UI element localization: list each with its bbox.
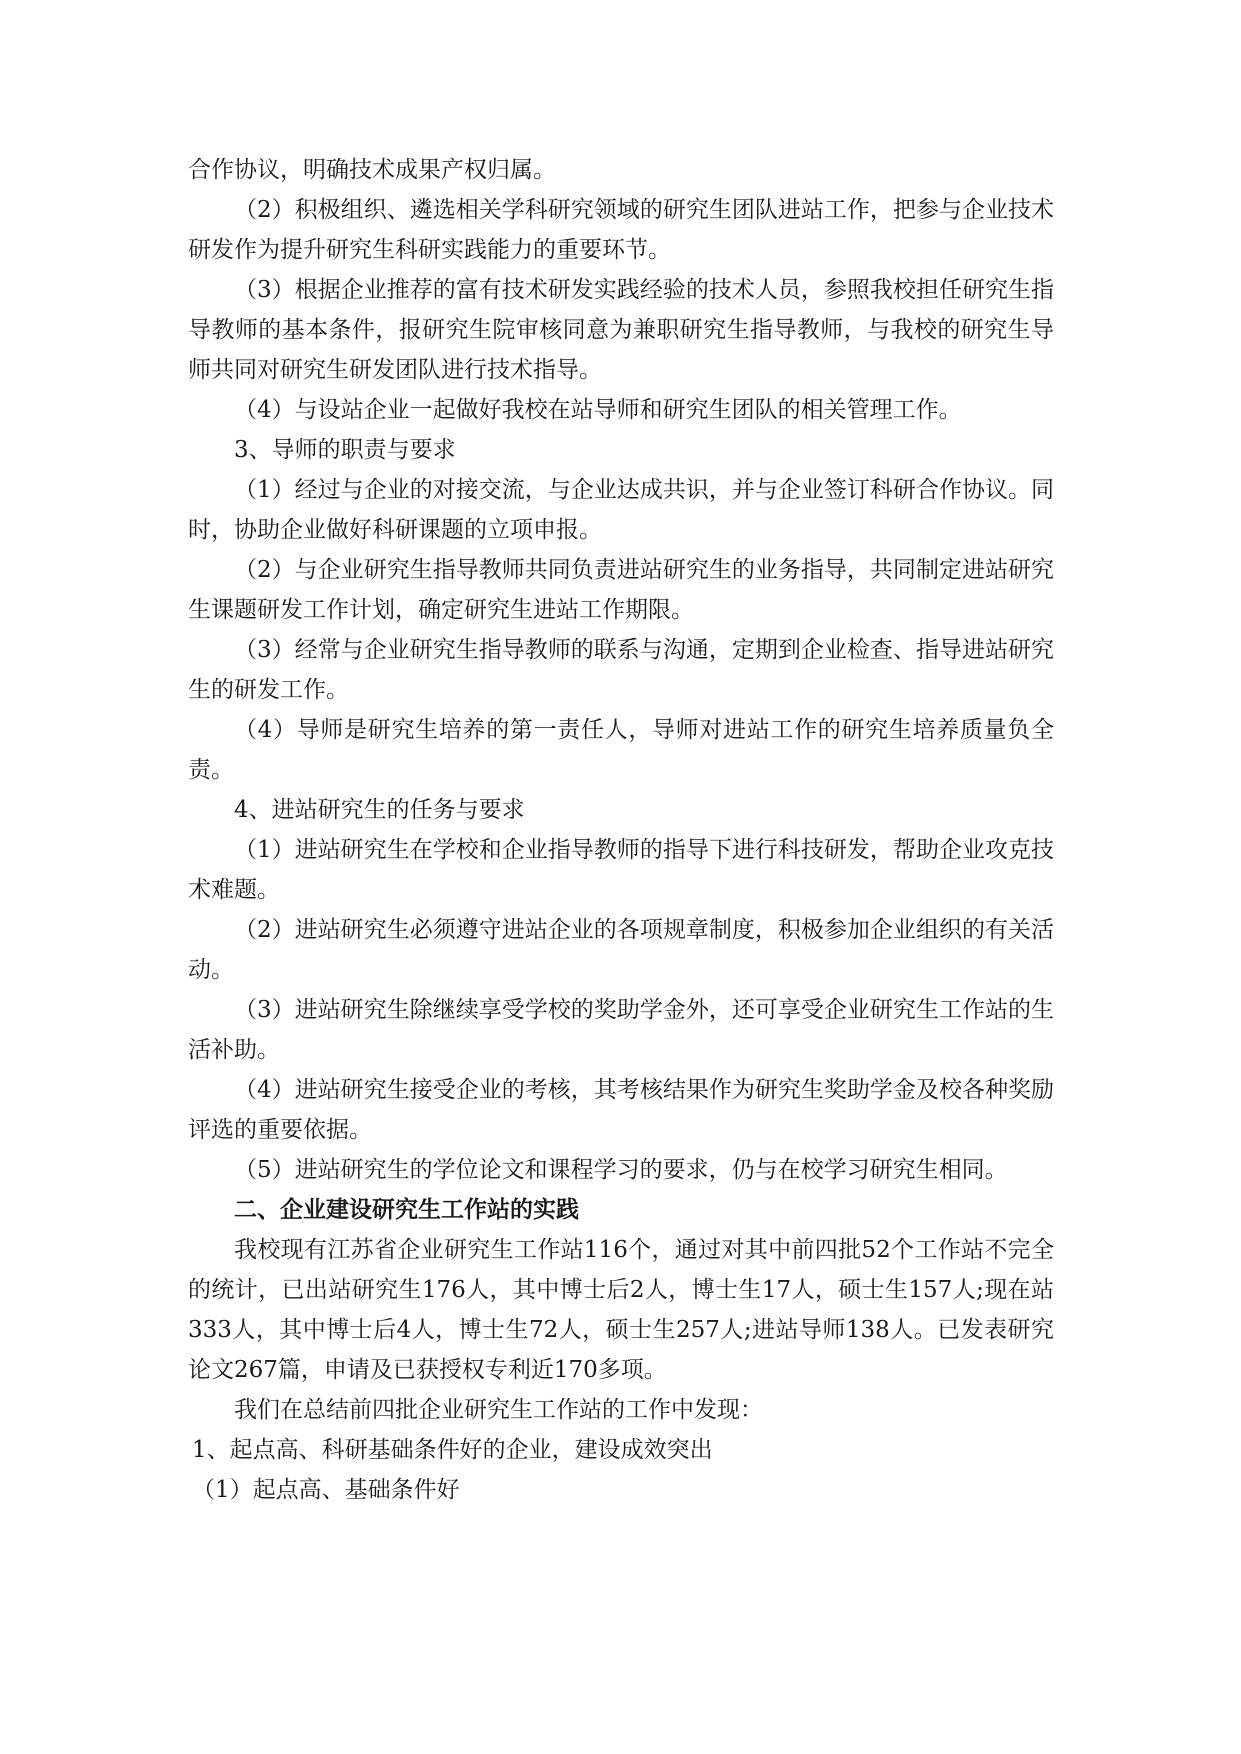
paragraph-summary-intro: 我们在总结前四批企业研究生工作站的工作中发现：	[234, 1397, 763, 1423]
paragraph-4-2: （2）进站研究生必须遵守进站企业的各项规章制度，积极参加企业组织的有关活动。	[188, 917, 1054, 983]
paragraph-item-3: （3）根据企业推荐的富有技术研发实践经验的技术人员，参照我校担任研究生指导教师的基本条件，报研究生院审核同意为兼职研究生指导教师，与我校的研究生导师共同对研究生研发团队进行技术指导。	[188, 277, 1054, 383]
paragraph-4-5: （5）进站研究生的学位论文和课程学习的要求，仍与在校学习研究生相同。	[234, 1157, 1008, 1183]
paragraph-3-2: （2）与企业研究生指导教师共同负责进站研究生的业务指导，共同制定进站研究生课题研发工作计划，确定研究生进站工作期限。	[188, 557, 1054, 623]
paragraph-continuation: 合作协议，明确技术成果产权归属。	[188, 157, 556, 183]
paragraph-item-4: （4）与设站企业一起做好我校在站导师和研究生团队的相关管理工作。	[234, 397, 962, 423]
paragraph-3-4: （4）导师是研究生培养的第一责任人，导师对进站工作的研究生培养质量负全责。	[188, 717, 1054, 783]
paragraph-4-4: （4）进站研究生接受企业的考核，其考核结果作为研究生奖助学金及校各种奖励评选的重要依据。	[188, 1077, 1054, 1143]
paragraph-item-2: （2）积极组织、遴选相关学科研究领域的研究生团队进站工作，把参与企业技术研发作为提升研究生科研实践能力的重要环节。	[188, 197, 1054, 263]
paragraph-3-3: （3）经常与企业研究生指导教师的联系与沟通，定期到企业检查、指导进站研究生的研发工作。	[188, 637, 1054, 703]
subheading-finding-1: 1、起点高、科研基础条件好的企业，建设成效突出	[192, 1437, 713, 1463]
paragraph-statistics: 我校现有江苏省企业研究生工作站116个，通过对其中前四批52个工作站不完全的统计，已出站研究生176人，其中博士后2人，博士生17人，硕士生157人;现在站333人，其中博士后4人，博士生72人，硕士生257人;进站导师138人。已发表研究论文267篇，申请及已获授权专利近170多项。	[188, 1237, 1054, 1383]
section-heading-3: 3、导师的职责与要求	[234, 437, 456, 463]
paragraph-3-1: （1）经过与企业的对接交流，与企业达成共识，并与企业签订科研合作协议。同时，协助企业做好科研课题的立项申报。	[188, 477, 1054, 543]
paragraph-4-3: （3）进站研究生除继续享受学校的奖助学金外，还可享受企业研究生工作站的生活补助。	[188, 997, 1054, 1063]
paragraph-4-1: （1）进站研究生在学校和企业指导教师的指导下进行科技研发，帮助企业攻克技术难题。	[188, 837, 1054, 903]
document-body	[188, 150, 1054, 1510]
section-heading-practice: 二、企业建设研究生工作站的实践	[234, 1196, 579, 1223]
subheading-finding-1-1: （1）起点高、基础条件好	[192, 1477, 460, 1503]
section-heading-4: 4、进站研究生的任务与要求	[234, 797, 525, 823]
